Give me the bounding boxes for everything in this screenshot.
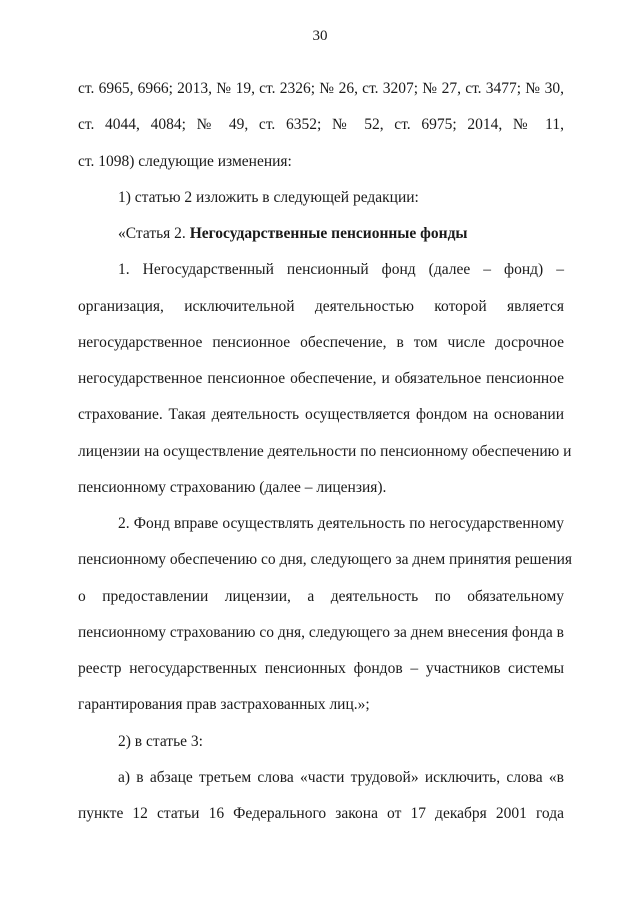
text-line-1: ст. 6965, 6966; 2013, № 19, ст. 2326; № 26, ст. 3207; № 27, ст. 3477; № 30, <box>78 80 564 97</box>
text-line-8: негосударственное пенсионное обеспечение, в том числе досрочное <box>78 334 564 351</box>
text-line-10: страхование. Такая деятельность осуществляется фондом на основании <box>78 406 564 423</box>
text-line-18: гарантирования прав застрахованных лиц.»; <box>78 696 370 713</box>
text-line-12: пенсионному страхованию (далее – лицензия). <box>78 479 387 496</box>
text-line-13: 2. Фонд вправе осуществлять деятельность по негосударственному <box>118 515 564 532</box>
text-line-9: негосударственное пенсионное обеспечение, и обязательное пенсионное <box>78 370 564 387</box>
text-line-3: ст. 1098) следующие изменения: <box>78 153 292 170</box>
text-line-14: пенсионному обеспечению со дня, следующего за днем принятия решения <box>78 551 573 568</box>
text-line-15: о предоставлении лицензии, а деятельность по обязательному <box>78 588 564 605</box>
text-line-19: 2) в статье 3: <box>118 733 203 750</box>
text-line-4: 1) статью 2 изложить в следующей редакции: <box>118 189 419 206</box>
text-line-2: ст. 4044, 4084; № 49, ст. 6352; № 52, ст. 6975; 2014, № 11, <box>78 116 564 133</box>
text-line-11: лицензии на осуществление деятельности по пенсионному обеспечению и <box>78 443 572 460</box>
text-line-6: 1. Негосударственный пенсионный фонд (далее – фонд) – <box>118 261 564 278</box>
text-line-17: реестр негосударственных пенсионных фондов – участников системы <box>78 660 564 677</box>
text-line-16: пенсионному страхованию со дня, следующего за днем внесения фонда в <box>78 624 564 641</box>
text-line-20: а) в абзаце третьем слова «части трудовой» исключить, слова «в <box>118 769 564 786</box>
article-heading-prefix: «Статья 2. <box>118 225 190 242</box>
article-heading-title: Негосударственные пенсионные фонды <box>189 225 468 242</box>
page-number: 30 <box>312 28 328 44</box>
text-line-7: организация, исключительной деятельностью которой является <box>78 298 564 315</box>
text-line-21: пункте 12 статьи 16 Федерального закона от 17 декабря 2001 года <box>78 805 564 822</box>
article-heading <box>118 224 564 244</box>
